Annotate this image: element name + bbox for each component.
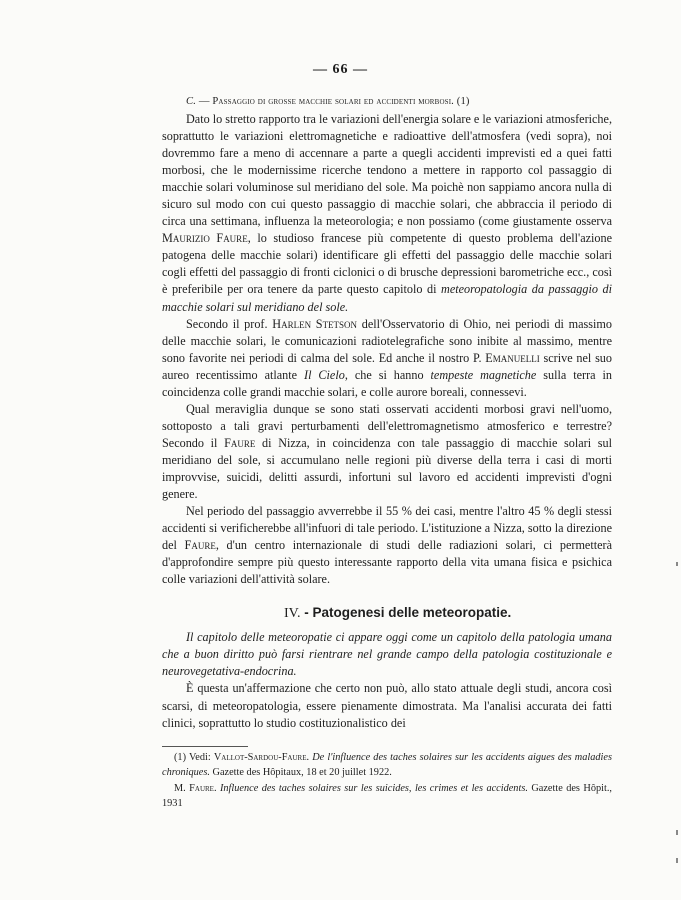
footnote-marker: (1) Vedi: [174, 752, 214, 763]
footnote-title: De l'influence des taches solaires sur les accidents aigues des maladies chroniques. [162, 752, 612, 779]
page-body [162, 93, 612, 732]
text-run: , d'un centro internazionale di studi delle radiazioni solari, ci permetterà d'approfondire sempre più questo interessante rapporto della vita umana fisica e psichica colle variazioni dell'attività solare. [162, 538, 612, 587]
emphasis: tempeste magnetiche [430, 367, 537, 382]
paragraph: È questa un'affermazione che certo non può, allo stato attuale degli studi, ancora così scarsi, di meteoropatologia, essere pienamente dimostrata. Ma l'analisi accurata dei fatti clinici, soprattutto lo studio costituzionalistico dei [162, 681, 612, 730]
paragraph [162, 111, 612, 316]
text-run: Nel periodo del passaggio avverrebbe il 55 % dei casi, mentre l'altro 45 % degli stessi accidenti si verificherebbe all'infuori di tale periodo. L'istituzione a Nizza, sotto la direzione del [162, 504, 612, 553]
author-name: Faure [184, 538, 216, 553]
chapter-heading [284, 604, 612, 623]
chapter-number: IV. [284, 606, 301, 622]
text-run: Dato lo stretto rapporto tra le variazioni dell'energia solare e le variazioni atmosferiche, soprattutto le variazioni elettromagnetiche e radioattive dell'atmosfera (vedi sopra), noi dovremmo fare a meno di accennare a parte a quegli accidenti imprevisti ed a quei fatti morbosi, che le modernissime ricerche tendono a mettere in rapporto col passaggio di macchie solari voluminose sul meridiano del sole. Ma poichè non sappiamo ancora nulla di sicuro sul modo con cui questo passaggio di macchie solari, che abbraccia il periodo di circa una settimana, influenza la meteorologia; e non possiamo (come giustamente osserva [162, 112, 612, 229]
section-title: — Passaggio di grosse macchie solari ed accidenti morbosi. [198, 96, 454, 107]
footnote-authors: Vallot-Sardou-Faure. [213, 752, 310, 763]
footnote-divider [162, 746, 248, 747]
paragraph [162, 316, 612, 401]
footnote-source: Gazette des Hôpit., 1931 [162, 782, 612, 810]
emphasis: meteoropatologia da passaggio di macchie solari sul meridiano del sole. [162, 282, 613, 314]
scan-mark [676, 562, 678, 566]
footnote-title: Influence des taches solaires sur les suicides, les crimes et les accidents. [216, 782, 528, 794]
author-name: Maurizio Faure [162, 231, 248, 246]
text-run: di Nizza, in coincidenza con tale passaggio di macchie solari sul meridiano del sole, si accumulano nelle regioni più diverse della terra i casi di morti improvvise, suicidi, delitti assurdi, infortuni sul lavoro ed accidenti imprevisti d'ogni genere. [162, 435, 612, 502]
book-title: Il Cielo [304, 367, 345, 382]
text-run: dell'Osservatorio di Ohio, nei periodi di massimo delle macchie solari, le comunicazioni radiotelegrafiche sono inibite al massimo, mentre sono favorite nei periodi di calma del sole. Ed anche il nostro P. [162, 316, 612, 365]
author-name: Harlen Stetson [272, 316, 358, 331]
footnote-source: Gazette des Hôpitaux, 18 et 20 juillet 1922. [209, 767, 392, 779]
text-run: , che si hanno [344, 367, 431, 382]
footnote-authors: M. Faure. [174, 782, 217, 794]
footnote [162, 750, 612, 781]
text-run: scrive nel suo aureo recentissimo atlante [162, 350, 612, 382]
footnote [162, 781, 612, 812]
scan-mark [676, 830, 678, 835]
section-letter: C. [186, 96, 197, 107]
author-name: Faure [224, 435, 256, 450]
paragraph [162, 503, 612, 588]
chapter-title: - Patogenesi delle meteoropatie. [304, 605, 512, 621]
text-run: sulla terra in coincidenza colle grandi macchie solari, e colle aurore boreali, connessevi. [162, 367, 612, 399]
scan-mark [676, 858, 678, 863]
text-run: , lo studioso francese più competente di questo problema dell'azione patogena delle macchie solari) identificare gli effetti del passaggio delle macchie solari cogli effetti del passaggio di fronti ciclonici o di brusche depressioni barometriche ecc., così è preferibile per ora tenere da parte questo capitolo di [162, 231, 612, 297]
author-name: Emanuelli [485, 350, 540, 365]
intro-paragraph: Il capitolo delle meteoropatie ci appare oggi come un capitolo della patologia umana che a buon diritto può farsi rientrare nel grande campo della patologia costituzionale e neurovegetativa-endocrina. [162, 630, 612, 679]
footnotes [162, 750, 612, 812]
text-run: Secondo il prof. [186, 316, 273, 331]
section-footnote-ref: (1) [456, 96, 470, 107]
section-heading [186, 93, 612, 110]
paragraph [162, 401, 612, 503]
text-run: Qual meraviglia dunque se sono stati osservati accidenti morbosi gravi nell'uomo, sottoposto a tali gravi perturbamenti dell'elettromagnetismo atmosferico e terrestre? Secondo il [162, 401, 612, 450]
page-number: — 66 — [313, 62, 368, 77]
